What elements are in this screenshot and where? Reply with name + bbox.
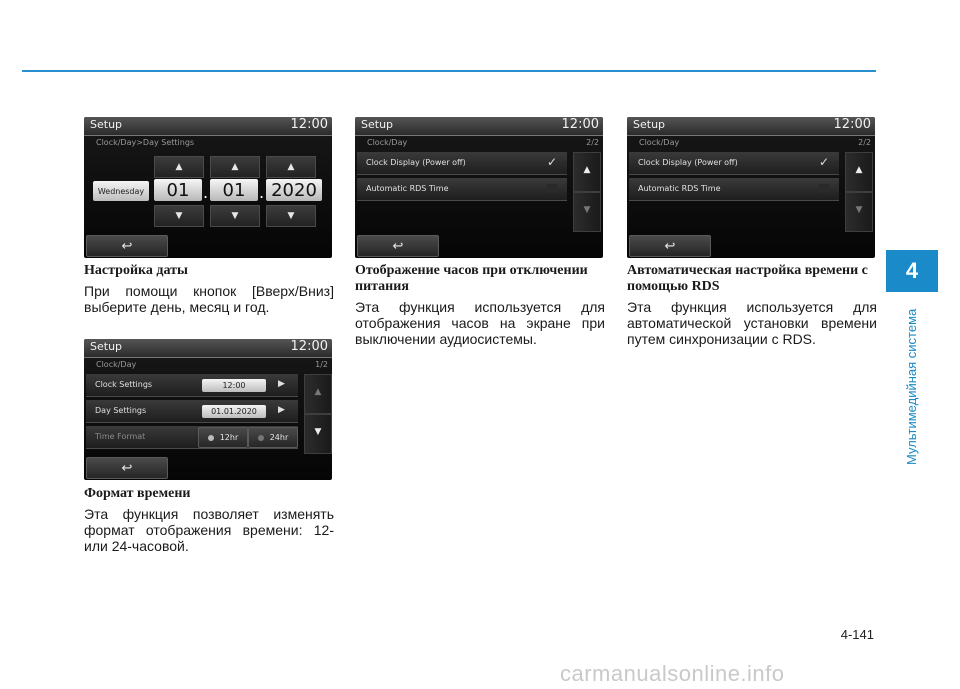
up-arrow-icon: ▲ (583, 165, 591, 175)
day-settings-row[interactable] (86, 400, 298, 423)
time-format-screen (84, 339, 332, 480)
month-down-button[interactable]: ▼ (210, 205, 260, 227)
row-label: Day Settings (95, 406, 147, 415)
section-body-day: При помощи кнопок [Вверх/Вниз] выберите день, месяц и год. (84, 283, 334, 315)
screen-header (355, 117, 603, 136)
automatic-rds-row[interactable] (357, 178, 567, 201)
breadcrumb: Clock/Day (367, 138, 408, 147)
month-value: 01 (210, 179, 258, 201)
clock-display-row[interactable] (357, 152, 567, 175)
play-icon: ▶ (278, 405, 285, 415)
screen-title: Setup (633, 118, 666, 131)
screen-header (627, 117, 875, 136)
clock-display-screen (355, 117, 603, 258)
row-label: Automatic RDS Time (366, 184, 449, 193)
month-up-button[interactable]: ▲ (210, 156, 260, 178)
section-heading-display: Отображение часов при отключении питания (355, 263, 588, 294)
screen-title: Setup (90, 118, 123, 131)
scroll-up-button[interactable] (573, 152, 601, 192)
back-button[interactable]: ↩ (86, 235, 168, 257)
clock-value: 12:00 (202, 379, 266, 392)
scroll-up-button[interactable] (845, 152, 873, 192)
row-label: Clock Settings (95, 380, 153, 389)
screen-title: Setup (90, 340, 123, 353)
clock-display-row[interactable] (629, 152, 839, 175)
section-heading-rds: Автоматическая настройка времени с помощью RDS (627, 263, 868, 294)
breadcrumb: Clock/Day (639, 138, 680, 147)
play-icon: ▶ (278, 379, 285, 389)
scroll-down-button[interactable] (845, 192, 873, 232)
chapter-number-tab: 4 (886, 250, 938, 292)
format-24hr-option[interactable] (248, 427, 298, 448)
page-indicator: 1/2 (315, 360, 328, 369)
screen-header (84, 117, 332, 136)
day-settings-screen (84, 117, 332, 258)
checkbox-icon (819, 184, 829, 193)
section-body-format: Эта функция позволяет изменять формат отображения времени: 12- или 24-часовой. (84, 506, 334, 554)
back-button[interactable]: ↩ (357, 235, 439, 257)
scroll-down-button[interactable] (573, 192, 601, 232)
page-indicator: 2/2 (858, 138, 871, 147)
chapter-title (904, 300, 924, 470)
automatic-rds-row[interactable] (629, 178, 839, 201)
rds-time-screen (627, 117, 875, 258)
year-value: 2020 (266, 179, 322, 201)
up-arrow-icon: ▲ (314, 387, 322, 397)
row-label: Clock Display (Power off) (366, 158, 466, 167)
clock-settings-row[interactable] (86, 374, 298, 397)
screen-clock: 12:00 (561, 117, 599, 132)
page-number: 4-141 (840, 627, 874, 642)
screen-title: Setup (361, 118, 394, 131)
option-label: 12hr (219, 433, 239, 442)
back-button[interactable]: ↩ (629, 235, 711, 257)
time-format-row (86, 426, 298, 449)
down-arrow-icon: ▼ (314, 427, 322, 437)
date-separator: . (203, 183, 209, 202)
section-body-display: Эта функция используется для отображения часов на экране при выключении аудиосистемы. (355, 299, 605, 347)
date-value: 01.01.2020 (202, 405, 266, 418)
breadcrumb: Clock/Day>Day Settings (96, 138, 195, 147)
section-heading-format: Формат времени (84, 486, 191, 501)
page-indicator: 2/2 (586, 138, 599, 147)
row-label: Automatic RDS Time (638, 184, 721, 193)
year-down-button[interactable]: ▼ (266, 205, 316, 227)
top-rule (22, 70, 876, 72)
breadcrumb: Clock/Day (96, 360, 137, 369)
radio-icon (208, 435, 214, 441)
down-arrow-icon: ▼ (583, 205, 591, 215)
option-label: 24hr (269, 433, 289, 442)
scroll-down-button[interactable] (304, 414, 332, 454)
section-heading-day: Настройка даты (84, 263, 188, 278)
checkbox-icon (547, 184, 557, 193)
screen-clock: 12:00 (833, 117, 871, 132)
chapter-title-text: Мультимедийная система (904, 308, 919, 465)
weekday-display: Wednesday (93, 181, 149, 201)
screen-clock: 12:00 (290, 117, 328, 132)
year-up-button[interactable]: ▲ (266, 156, 316, 178)
row-label: Time Format (95, 432, 146, 441)
check-icon: ✓ (547, 155, 558, 169)
day-down-button[interactable]: ▼ (154, 205, 204, 227)
day-value: 01 (154, 179, 202, 201)
scroll-up-button[interactable] (304, 374, 332, 414)
date-separator: . (259, 183, 265, 202)
screen-clock: 12:00 (290, 339, 328, 354)
back-button[interactable]: ↩ (86, 457, 168, 479)
row-label: Clock Display (Power off) (638, 158, 738, 167)
screen-header (84, 339, 332, 358)
radio-icon (258, 435, 264, 441)
watermark: carmanualsonline.info (560, 661, 785, 686)
day-up-button[interactable]: ▲ (154, 156, 204, 178)
down-arrow-icon: ▼ (855, 205, 863, 215)
up-arrow-icon: ▲ (855, 165, 863, 175)
section-body-rds: Эта функция используется для автоматической установки времени путем синхронизации с RDS. (627, 299, 877, 347)
check-icon: ✓ (819, 155, 830, 169)
format-12hr-option[interactable] (198, 427, 248, 448)
